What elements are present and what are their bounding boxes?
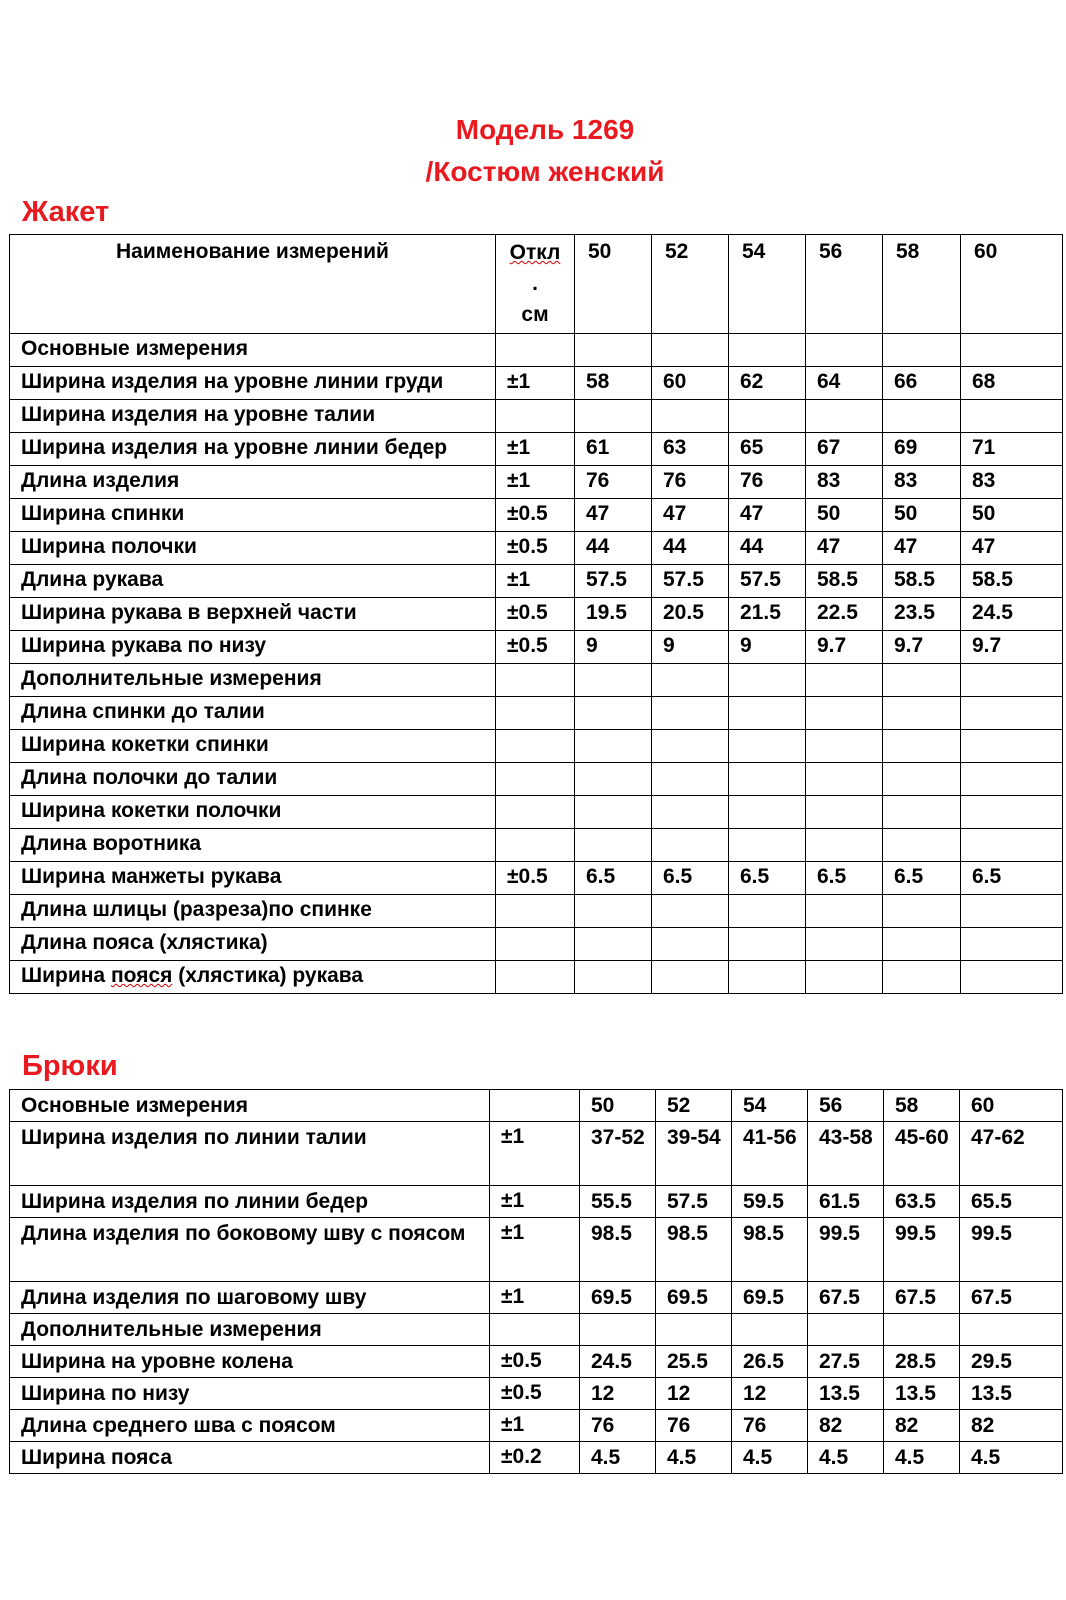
deviation-value: ±1 (496, 466, 575, 499)
table-row (10, 697, 1063, 730)
size-value: 47 (729, 499, 806, 532)
size-value: 98.5 (732, 1218, 808, 1282)
measurement-name: Дополнительные измерения (10, 1314, 490, 1346)
deviation-value: ±0.5 (496, 631, 575, 664)
size-value: 56 (808, 1090, 884, 1122)
table-row (10, 1442, 1063, 1474)
size-value: 4.5 (808, 1442, 884, 1474)
measurement-name: Длина среднего шва с поясом (10, 1410, 490, 1442)
deviation-value (496, 763, 575, 796)
measurement-name-part: пояся (110, 964, 173, 987)
size-value (806, 895, 883, 928)
size-value: 82 (808, 1410, 884, 1442)
measurement-name: Длина пояса (хлястика) (10, 928, 496, 961)
table-row (10, 532, 1063, 565)
size-value (652, 730, 729, 763)
size-value (652, 928, 729, 961)
deviation-header-line2: . (532, 272, 538, 295)
jacket-header-row (10, 235, 1063, 334)
empty-cell (806, 961, 883, 994)
deviation-value (496, 796, 575, 829)
table-row (10, 466, 1063, 499)
size-value (808, 1314, 884, 1346)
deviation-header-line1: Откл (509, 241, 561, 264)
size-value (729, 829, 806, 862)
size-value (883, 664, 961, 697)
model-subtitle: /Костюм женский (425, 156, 665, 187)
size-value: 64 (806, 367, 883, 400)
size-value: 47 (883, 532, 961, 565)
size-value: 41-56 (732, 1122, 808, 1186)
size-value: 45-60 (884, 1122, 960, 1186)
size-value: 76 (729, 466, 806, 499)
deviation-value: ±0.5 (490, 1378, 580, 1410)
size-value: 58 (575, 367, 652, 400)
deviation-value: ±1 (490, 1218, 580, 1282)
size-value (729, 334, 806, 367)
size-value: 69.5 (656, 1282, 732, 1314)
size-value: 82 (884, 1410, 960, 1442)
size-value: 54 (732, 1090, 808, 1122)
table-row (10, 1410, 1063, 1442)
size-value: 21.5 (729, 598, 806, 631)
size-value (656, 1314, 732, 1346)
size-value (883, 829, 961, 862)
measurement-name: Длина изделия по боковому шву с поясом (10, 1218, 490, 1282)
size-value: 12 (732, 1378, 808, 1410)
pants-section-title: Брюки (22, 1050, 118, 1082)
size-value: 98.5 (580, 1218, 656, 1282)
pants-measurements-table (9, 1089, 1063, 1474)
empty-cell (961, 961, 1063, 994)
size-value (806, 664, 883, 697)
size-value (652, 763, 729, 796)
size-value: 22.5 (806, 598, 883, 631)
table-row (10, 400, 1063, 433)
table-row (10, 1218, 1063, 1282)
deviation-value (496, 664, 575, 697)
deviation-value: ±1 (496, 565, 575, 598)
size-value: 47-62 (960, 1122, 1063, 1186)
empty-cell (575, 961, 652, 994)
size-value (652, 829, 729, 862)
measurement-name: Ширина изделия по линии талии (10, 1122, 490, 1186)
deviation-value: ±0.5 (496, 862, 575, 895)
table-row (10, 1090, 1063, 1122)
table-row (10, 1122, 1063, 1186)
empty-cell (883, 961, 961, 994)
size-value: 4.5 (732, 1442, 808, 1474)
size-value (732, 1314, 808, 1346)
size-value (729, 796, 806, 829)
size-value (806, 334, 883, 367)
size-value (575, 400, 652, 433)
size-value: 76 (732, 1410, 808, 1442)
size-value (961, 697, 1063, 730)
size-value: 57.5 (575, 565, 652, 598)
table-row (10, 334, 1063, 367)
deviation-value: ±0.5 (490, 1346, 580, 1378)
table-row (10, 565, 1063, 598)
deviation-value: ±1 (490, 1122, 580, 1186)
size-value (575, 334, 652, 367)
size-value: 58.5 (883, 565, 961, 598)
deviation-value: ±1 (496, 433, 575, 466)
size-value: 63 (652, 433, 729, 466)
size-value (652, 895, 729, 928)
measurement-name: Длина воротника (10, 829, 496, 862)
size-value: 26.5 (732, 1346, 808, 1378)
table-row (10, 730, 1063, 763)
size-value: 76 (656, 1410, 732, 1442)
size-value: 6.5 (806, 862, 883, 895)
table-row (10, 862, 1063, 895)
size-value (575, 730, 652, 763)
table-row (10, 796, 1063, 829)
size-value (729, 895, 806, 928)
size-value (729, 928, 806, 961)
measurement-name: Длина спинки до талии (10, 697, 496, 730)
table-row (10, 598, 1063, 631)
size-value: 58 (884, 1090, 960, 1122)
size-value (884, 1314, 960, 1346)
size-header: 56 (806, 235, 883, 334)
size-header: 50 (575, 235, 652, 334)
deviation-header-line3: см (521, 303, 549, 326)
measurement-name: Ширина изделия на уровне линии груди (10, 367, 496, 400)
size-value (883, 796, 961, 829)
size-value (575, 763, 652, 796)
size-value: 44 (729, 532, 806, 565)
size-value: 24.5 (580, 1346, 656, 1378)
size-value: 47 (575, 499, 652, 532)
table-row (10, 1186, 1063, 1218)
size-value: 69.5 (580, 1282, 656, 1314)
size-value (883, 730, 961, 763)
table-row (10, 499, 1063, 532)
size-value: 82 (960, 1410, 1063, 1442)
deviation-value (496, 895, 575, 928)
measurement-name: Длина рукава (10, 565, 496, 598)
deviation-value: ±0.2 (490, 1442, 580, 1474)
size-value: 98.5 (656, 1218, 732, 1282)
deviation-value: ±1 (490, 1410, 580, 1442)
measurement-name: Длина изделия по шаговому шву (10, 1282, 490, 1314)
measurement-name: Ширина манжеты рукава (10, 862, 496, 895)
size-value: 6.5 (961, 862, 1063, 895)
size-value: 27.5 (808, 1346, 884, 1378)
size-value: 76 (652, 466, 729, 499)
table-row (10, 928, 1063, 961)
size-value (806, 400, 883, 433)
table-row (10, 367, 1063, 400)
deviation-value: ±0.5 (496, 598, 575, 631)
size-value: 24.5 (961, 598, 1063, 631)
size-value (729, 763, 806, 796)
measurement-name: Ширина пояса (10, 1442, 490, 1474)
deviation-value: ±1 (490, 1186, 580, 1218)
measurement-name: Ширина изделия на уровне линии бедер (10, 433, 496, 466)
size-value: 44 (575, 532, 652, 565)
size-value (652, 697, 729, 730)
size-value (961, 796, 1063, 829)
size-value: 43-58 (808, 1122, 884, 1186)
measurement-name-header: Наименование измерений (10, 235, 496, 334)
size-value: 4.5 (580, 1442, 656, 1474)
size-value: 50 (961, 499, 1063, 532)
size-value: 13.5 (808, 1378, 884, 1410)
deviation-value (496, 928, 575, 961)
measurement-name: Длина полочки до талии (10, 763, 496, 796)
measurement-name: Ширина изделия по линии бедер (10, 1186, 490, 1218)
measurement-name: Основные измерения (10, 1090, 490, 1122)
size-value: 37-52 (580, 1122, 656, 1186)
size-header: 54 (729, 235, 806, 334)
table-row (10, 1314, 1063, 1346)
size-value: 57.5 (652, 565, 729, 598)
deviation-value: ±0.5 (496, 499, 575, 532)
measurement-name: Основные измерения (10, 334, 496, 367)
size-value: 4.5 (884, 1442, 960, 1474)
size-header: 58 (883, 235, 961, 334)
deviation-value: ±0.5 (496, 532, 575, 565)
size-value: 47 (961, 532, 1063, 565)
size-value: 4.5 (656, 1442, 732, 1474)
measurement-name: Ширина по низу (10, 1378, 490, 1410)
size-value: 19.5 (575, 598, 652, 631)
size-value: 47 (806, 532, 883, 565)
size-value: 9.7 (806, 631, 883, 664)
size-value: 12 (580, 1378, 656, 1410)
table-row (10, 631, 1063, 664)
table-row (10, 895, 1063, 928)
size-value: 44 (652, 532, 729, 565)
size-value (961, 928, 1063, 961)
size-value (806, 796, 883, 829)
size-value: 13.5 (884, 1378, 960, 1410)
size-value (883, 697, 961, 730)
table-row (10, 433, 1063, 466)
size-value (960, 1314, 1063, 1346)
size-value (575, 796, 652, 829)
jacket-section-title: Жакет (22, 196, 110, 228)
size-value (652, 796, 729, 829)
empty-cell (496, 961, 575, 994)
measurement-name: Ширина спинки (10, 499, 496, 532)
size-value: 99.5 (808, 1218, 884, 1282)
size-value: 67.5 (960, 1282, 1063, 1314)
table-row (10, 829, 1063, 862)
size-value (806, 730, 883, 763)
empty-cell (729, 961, 806, 994)
size-value: 67.5 (884, 1282, 960, 1314)
deviation-value (496, 334, 575, 367)
size-value: 99.5 (884, 1218, 960, 1282)
size-value (961, 829, 1063, 862)
size-value (575, 829, 652, 862)
size-value: 99.5 (960, 1218, 1063, 1282)
size-value: 50 (806, 499, 883, 532)
size-value: 9 (729, 631, 806, 664)
size-value: 69 (883, 433, 961, 466)
size-value (729, 697, 806, 730)
size-value (883, 928, 961, 961)
size-value (883, 895, 961, 928)
size-value (580, 1314, 656, 1346)
measurement-name-part: Ширина (21, 964, 111, 987)
size-value (652, 400, 729, 433)
size-value (883, 400, 961, 433)
size-value (652, 664, 729, 697)
size-header: 60 (961, 235, 1063, 334)
model-title: Модель 1269 (455, 114, 635, 145)
jacket-measurements-table (9, 234, 1063, 994)
deviation-value: ±1 (496, 367, 575, 400)
size-value: 50 (580, 1090, 656, 1122)
size-value: 23.5 (883, 598, 961, 631)
size-value: 9 (575, 631, 652, 664)
size-value: 9.7 (961, 631, 1063, 664)
table-row (10, 961, 1063, 994)
size-value (961, 664, 1063, 697)
size-value: 76 (575, 466, 652, 499)
deviation-value (496, 697, 575, 730)
size-value: 59.5 (732, 1186, 808, 1218)
size-value: 83 (961, 466, 1063, 499)
size-value: 12 (656, 1378, 732, 1410)
size-value: 9 (652, 631, 729, 664)
size-value: 55.5 (580, 1186, 656, 1218)
table-row (10, 664, 1063, 697)
measurement-name: Дополнительные измерения (10, 664, 496, 697)
measurement-name: Ширина рукава в верхней части (10, 598, 496, 631)
size-value: 69.5 (732, 1282, 808, 1314)
size-value: 60 (652, 367, 729, 400)
measurement-name: Ширина кокетки полочки (10, 796, 496, 829)
size-value: 61.5 (808, 1186, 884, 1218)
size-value: 66 (883, 367, 961, 400)
size-value: 68 (961, 367, 1063, 400)
measurement-name: Ширина изделия на уровне талии (10, 400, 496, 433)
size-value (729, 400, 806, 433)
size-value (961, 763, 1063, 796)
size-value: 62 (729, 367, 806, 400)
size-value: 6.5 (575, 862, 652, 895)
size-value: 83 (883, 466, 961, 499)
size-value (652, 334, 729, 367)
size-value: 65 (729, 433, 806, 466)
size-value: 6.5 (729, 862, 806, 895)
size-value: 6.5 (652, 862, 729, 895)
measurement-name-part: (хлястика) рукава (172, 964, 364, 987)
size-value (806, 829, 883, 862)
size-value: 60 (960, 1090, 1063, 1122)
deviation-value (490, 1090, 580, 1122)
size-value (961, 895, 1063, 928)
size-value: 61 (575, 433, 652, 466)
size-value (575, 697, 652, 730)
measurement-name (10, 961, 496, 994)
size-value: 47 (652, 499, 729, 532)
size-value (575, 664, 652, 697)
measurement-name: Ширина полочки (10, 532, 496, 565)
deviation-value (496, 400, 575, 433)
size-value: 28.5 (884, 1346, 960, 1378)
size-value: 67 (806, 433, 883, 466)
size-value: 50 (883, 499, 961, 532)
size-value (575, 928, 652, 961)
size-value: 63.5 (884, 1186, 960, 1218)
size-value: 20.5 (652, 598, 729, 631)
size-value (961, 730, 1063, 763)
table-row (10, 763, 1063, 796)
size-value (806, 697, 883, 730)
empty-cell (652, 961, 729, 994)
measurement-name: Ширина кокетки спинки (10, 730, 496, 763)
size-value: 65.5 (960, 1186, 1063, 1218)
deviation-value: ±1 (490, 1282, 580, 1314)
size-value: 13.5 (960, 1378, 1063, 1410)
size-value (729, 664, 806, 697)
table-row (10, 1282, 1063, 1314)
size-value: 67.5 (808, 1282, 884, 1314)
size-value: 4.5 (960, 1442, 1063, 1474)
size-value (961, 334, 1063, 367)
measurement-name: Ширина на уровне колена (10, 1346, 490, 1378)
size-value (806, 763, 883, 796)
size-value: 57.5 (729, 565, 806, 598)
table-row (10, 1346, 1063, 1378)
size-value: 71 (961, 433, 1063, 466)
size-header: 52 (652, 235, 729, 334)
size-value: 58.5 (806, 565, 883, 598)
size-value: 52 (656, 1090, 732, 1122)
deviation-value (490, 1314, 580, 1346)
size-value: 57.5 (656, 1186, 732, 1218)
size-value (883, 763, 961, 796)
size-value: 29.5 (960, 1346, 1063, 1378)
size-value: 39-54 (656, 1122, 732, 1186)
size-value: 83 (806, 466, 883, 499)
size-value (806, 928, 883, 961)
size-value: 9.7 (883, 631, 961, 664)
deviation-value (496, 730, 575, 763)
measurement-name: Длина шлицы (разреза)по спинке (10, 895, 496, 928)
size-value (575, 895, 652, 928)
measurement-name: Ширина рукава по низу (10, 631, 496, 664)
table-row (10, 1378, 1063, 1410)
size-value (961, 400, 1063, 433)
size-value: 25.5 (656, 1346, 732, 1378)
deviation-value (496, 829, 575, 862)
size-value: 58.5 (961, 565, 1063, 598)
size-value: 76 (580, 1410, 656, 1442)
size-value (883, 334, 961, 367)
deviation-header (496, 235, 575, 334)
size-value (729, 730, 806, 763)
size-value: 6.5 (883, 862, 961, 895)
measurement-name: Длина изделия (10, 466, 496, 499)
